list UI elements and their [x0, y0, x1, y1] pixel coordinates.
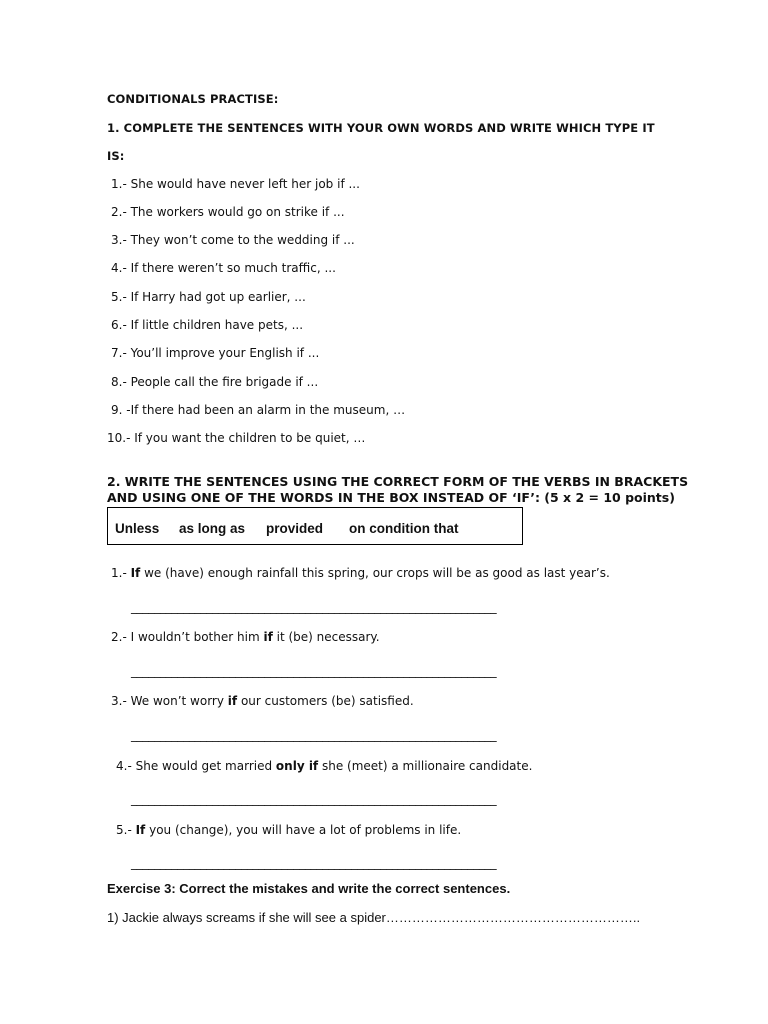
section1-item: 10.- If you want the children to be quiet, … [107, 431, 366, 445]
section2-item [111, 630, 380, 644]
section1-item: 6.- If little children have pets, ... [111, 318, 304, 332]
answer-line[interactable]: _______________________________________________________________ [131, 600, 497, 614]
item-prefix: 1.- [111, 566, 131, 580]
item-prefix: 4.- She would get married [116, 759, 276, 773]
section2-item [111, 694, 414, 708]
box-word: as long as [179, 521, 246, 536]
item-keyword: If [135, 823, 146, 837]
item-keyword: If [130, 566, 141, 580]
section1-item: 9. -If there had been an alarm in the museum, … [111, 403, 406, 417]
word-box [107, 507, 523, 545]
item-rest: you (change), you will have a lot of problems in life. [145, 823, 462, 837]
section1-item: 2.- The workers would go on strike if ... [111, 205, 345, 219]
section1-heading-line1: 1. COMPLETE THE SENTENCES WITH YOUR OWN WORDS AND WRITE WHICH TYPE IT [107, 121, 655, 135]
item-prefix: 3.- We won’t worry [111, 694, 228, 708]
item-keyword: if [227, 694, 238, 708]
answer-line[interactable]: _______________________________________________________________ [131, 728, 497, 742]
item-rest: our customers (be) satisfied. [237, 694, 414, 708]
page-title: CONDITIONALS PRACTISE: [107, 92, 279, 106]
box-word: on condition that [349, 521, 459, 536]
item-keyword: if [263, 630, 273, 644]
section1-item: 5.- If Harry had got up earlier, ... [111, 290, 306, 304]
section1-item: 8.- People call the fire brigade if ... [111, 375, 319, 389]
item-rest: we (have) enough rainfall this spring, our crops will be as good as last year’s. [140, 566, 610, 580]
section1-item: 3.- They won’t come to the wedding if ... [111, 233, 355, 247]
answer-line[interactable]: _______________________________________________________________ [131, 856, 497, 870]
section2-item [116, 759, 532, 773]
section2-item [111, 566, 610, 580]
item-rest: it (be) necessary. [272, 630, 380, 644]
section1-item: 7.- You’ll improve your English if ... [111, 346, 320, 360]
section3-item: 1) Jackie always screams if she will see a spider………………………………………………….. [107, 910, 641, 925]
section1-item: 1.- She would have never left her job if ... [111, 177, 360, 191]
item-prefix: 5.- [116, 823, 136, 837]
section1-item: 4.- If there weren’t so much traffic, ... [111, 261, 336, 275]
answer-line[interactable]: _______________________________________________________________ [131, 792, 497, 806]
item-prefix: 2.- I wouldn’t bother him [111, 630, 264, 644]
box-word: provided [266, 521, 324, 536]
section2-heading-line2: AND USING ONE OF THE WORDS IN THE BOX INSTEAD OF ‘IF’: (5 x 2 = 10 points) [107, 490, 675, 505]
box-word: Unless [115, 521, 160, 536]
section3-heading: Exercise 3: Correct the mistakes and write the correct sentences. [107, 881, 511, 896]
section2-heading-line1: 2. WRITE THE SENTENCES USING THE CORRECT FORM OF THE VERBS IN BRACKETS [107, 474, 689, 489]
answer-line[interactable]: _______________________________________________________________ [131, 664, 497, 678]
section1-heading-line2: IS: [107, 149, 125, 163]
item-keyword: only if [275, 759, 319, 773]
item-rest: she (meet) a millionaire candidate. [318, 759, 533, 773]
section2-item [116, 823, 461, 837]
